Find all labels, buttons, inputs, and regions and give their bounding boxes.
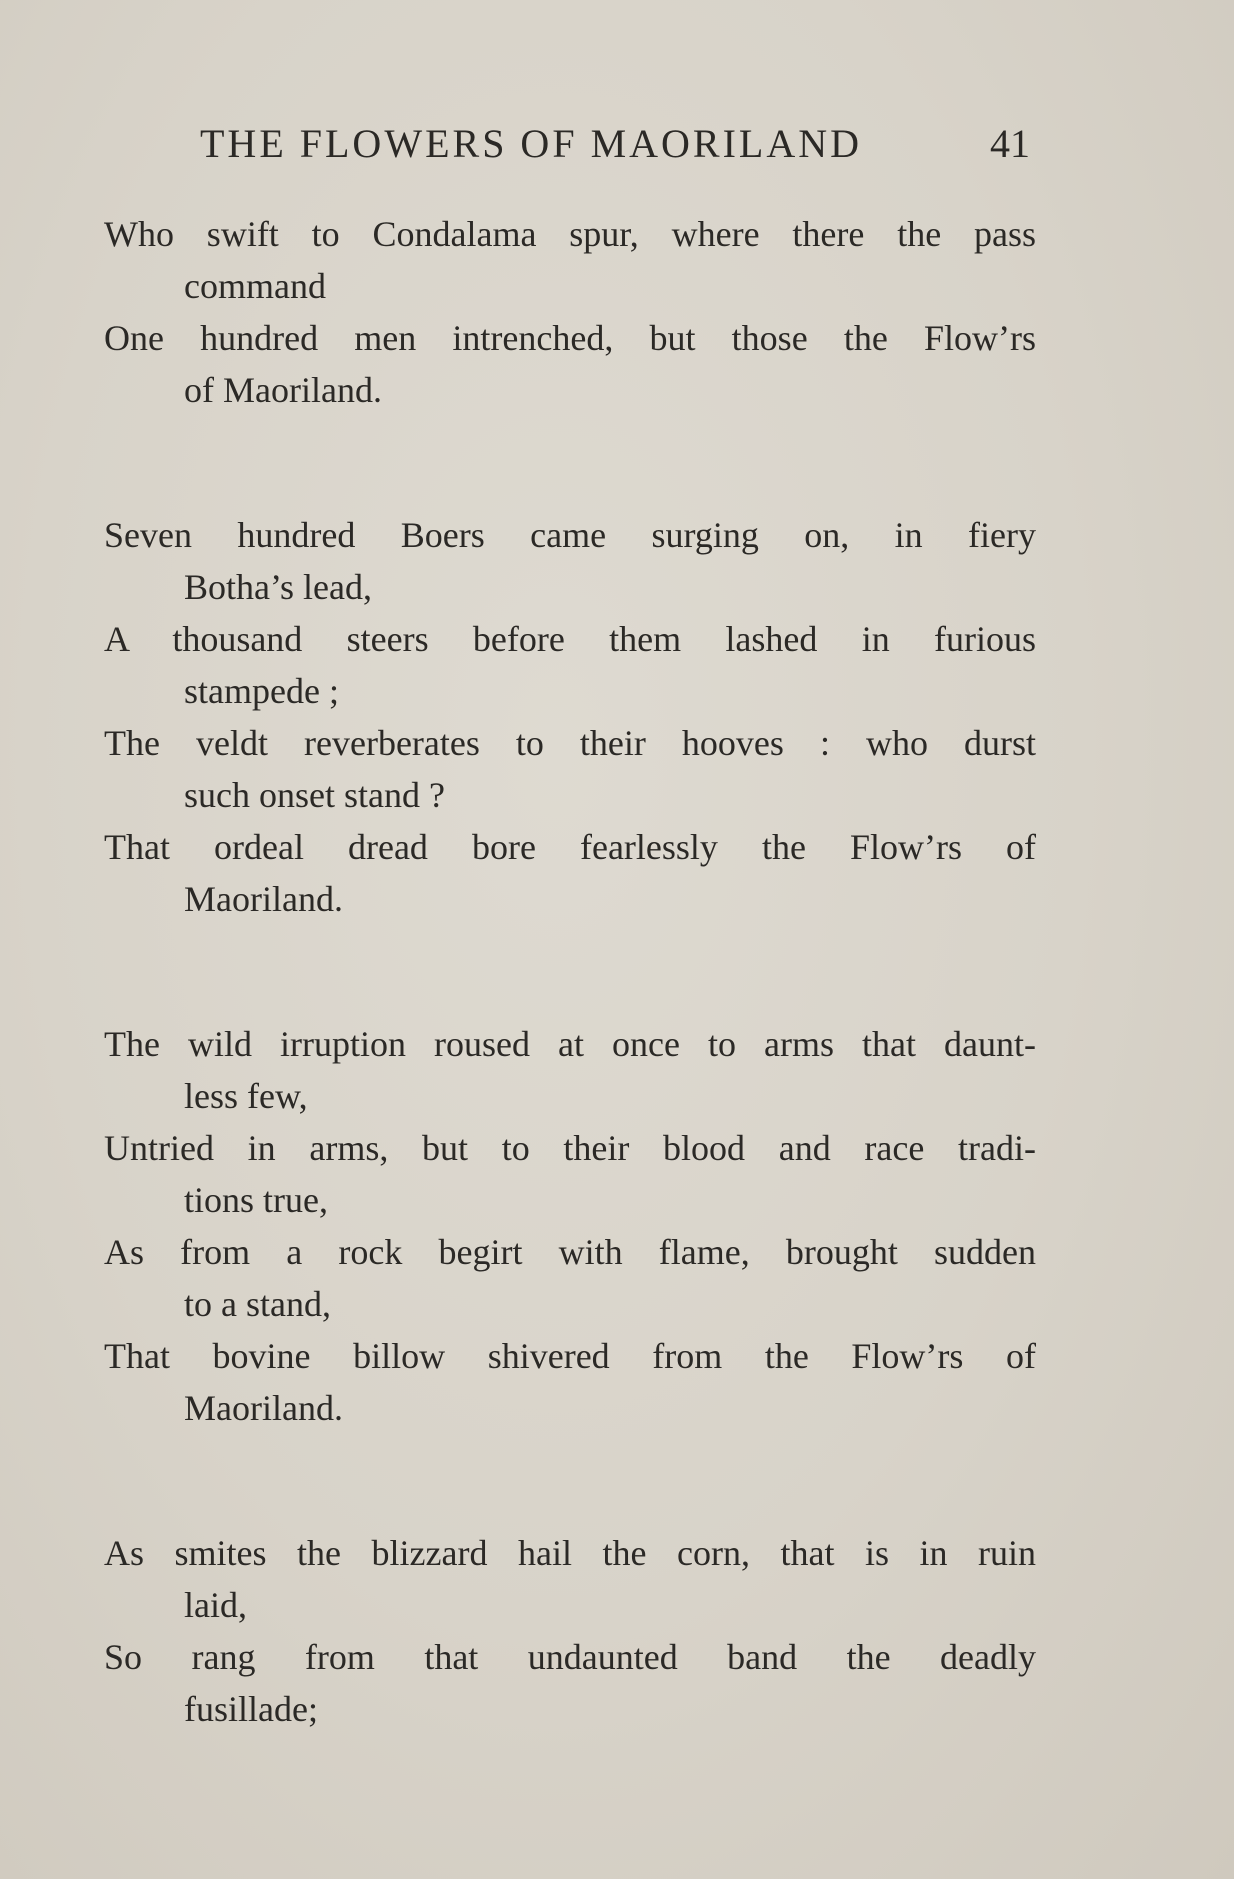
verse-line-continuation: such onset stand ? xyxy=(184,775,445,815)
verse-line xyxy=(104,312,1036,416)
verse-line-continuation: command xyxy=(184,266,326,306)
verse-line xyxy=(104,717,1036,821)
verse-line-continuation: of Maoriland. xyxy=(184,370,382,410)
verse-line-text: The veldt reverberates to their hooves : who durst xyxy=(104,723,1036,763)
verse-line-text: A thousand steers before them lashed in furious xyxy=(104,619,1036,659)
stanza xyxy=(104,1527,1036,1735)
verse-line xyxy=(104,509,1036,613)
verse-line-continuation: laid, xyxy=(184,1585,247,1625)
verse-line xyxy=(104,1631,1036,1735)
verse-line-text: Who swift to Condalama spur, where there the pass xyxy=(104,214,1036,254)
verse-line xyxy=(104,821,1036,925)
verse-line xyxy=(104,1122,1036,1226)
running-head xyxy=(200,120,1040,170)
verse-line-continuation: Maoriland. xyxy=(184,879,343,919)
verse-line xyxy=(104,1226,1036,1330)
verse-line-continuation: fusillade; xyxy=(184,1689,318,1729)
stanza xyxy=(104,208,1036,416)
stanza xyxy=(104,1018,1036,1434)
verse-line-text: That ordeal dread bore fearlessly the Flow’rs of xyxy=(104,827,1036,867)
verse-line xyxy=(104,1527,1036,1631)
verse-line-text: As smites the blizzard hail the corn, that is in ruin xyxy=(104,1533,1036,1573)
verse-line-text: Untried in arms, but to their blood and race tradi- xyxy=(104,1128,1036,1168)
verse-line xyxy=(104,1330,1036,1434)
verse-line-continuation: Botha’s lead, xyxy=(184,567,372,607)
verse-line-text: The wild irruption roused at once to arms that daunt- xyxy=(104,1024,1036,1064)
verse-line-continuation: Maoriland. xyxy=(184,1388,343,1428)
verse-line-continuation: tions true, xyxy=(184,1180,328,1220)
verse-line-continuation: less few, xyxy=(184,1076,308,1116)
poem-body xyxy=(104,208,1036,1828)
verse-line-text: Seven hundred Boers came surging on, in fiery xyxy=(104,515,1036,555)
running-title: THE FLOWERS OF MAORILAND xyxy=(200,121,862,166)
verse-line-text: That bovine billow shivered from the Flow’rs of xyxy=(104,1336,1036,1376)
verse-line xyxy=(104,613,1036,717)
stanza xyxy=(104,509,1036,925)
verse-line-continuation: to a stand, xyxy=(184,1284,331,1324)
verse-line-text: One hundred men intrenched, but those the Flow’rs xyxy=(104,318,1036,358)
verse-line xyxy=(104,1018,1036,1122)
page-number: 41 xyxy=(990,121,1030,166)
verse-line-continuation: stampede ; xyxy=(184,671,339,711)
verse-line-text: So rang from that undaunted band the deadly xyxy=(104,1637,1036,1677)
verse-line-text: As from a rock begirt with flame, brought sudden xyxy=(104,1232,1036,1272)
verse-line xyxy=(104,208,1036,312)
